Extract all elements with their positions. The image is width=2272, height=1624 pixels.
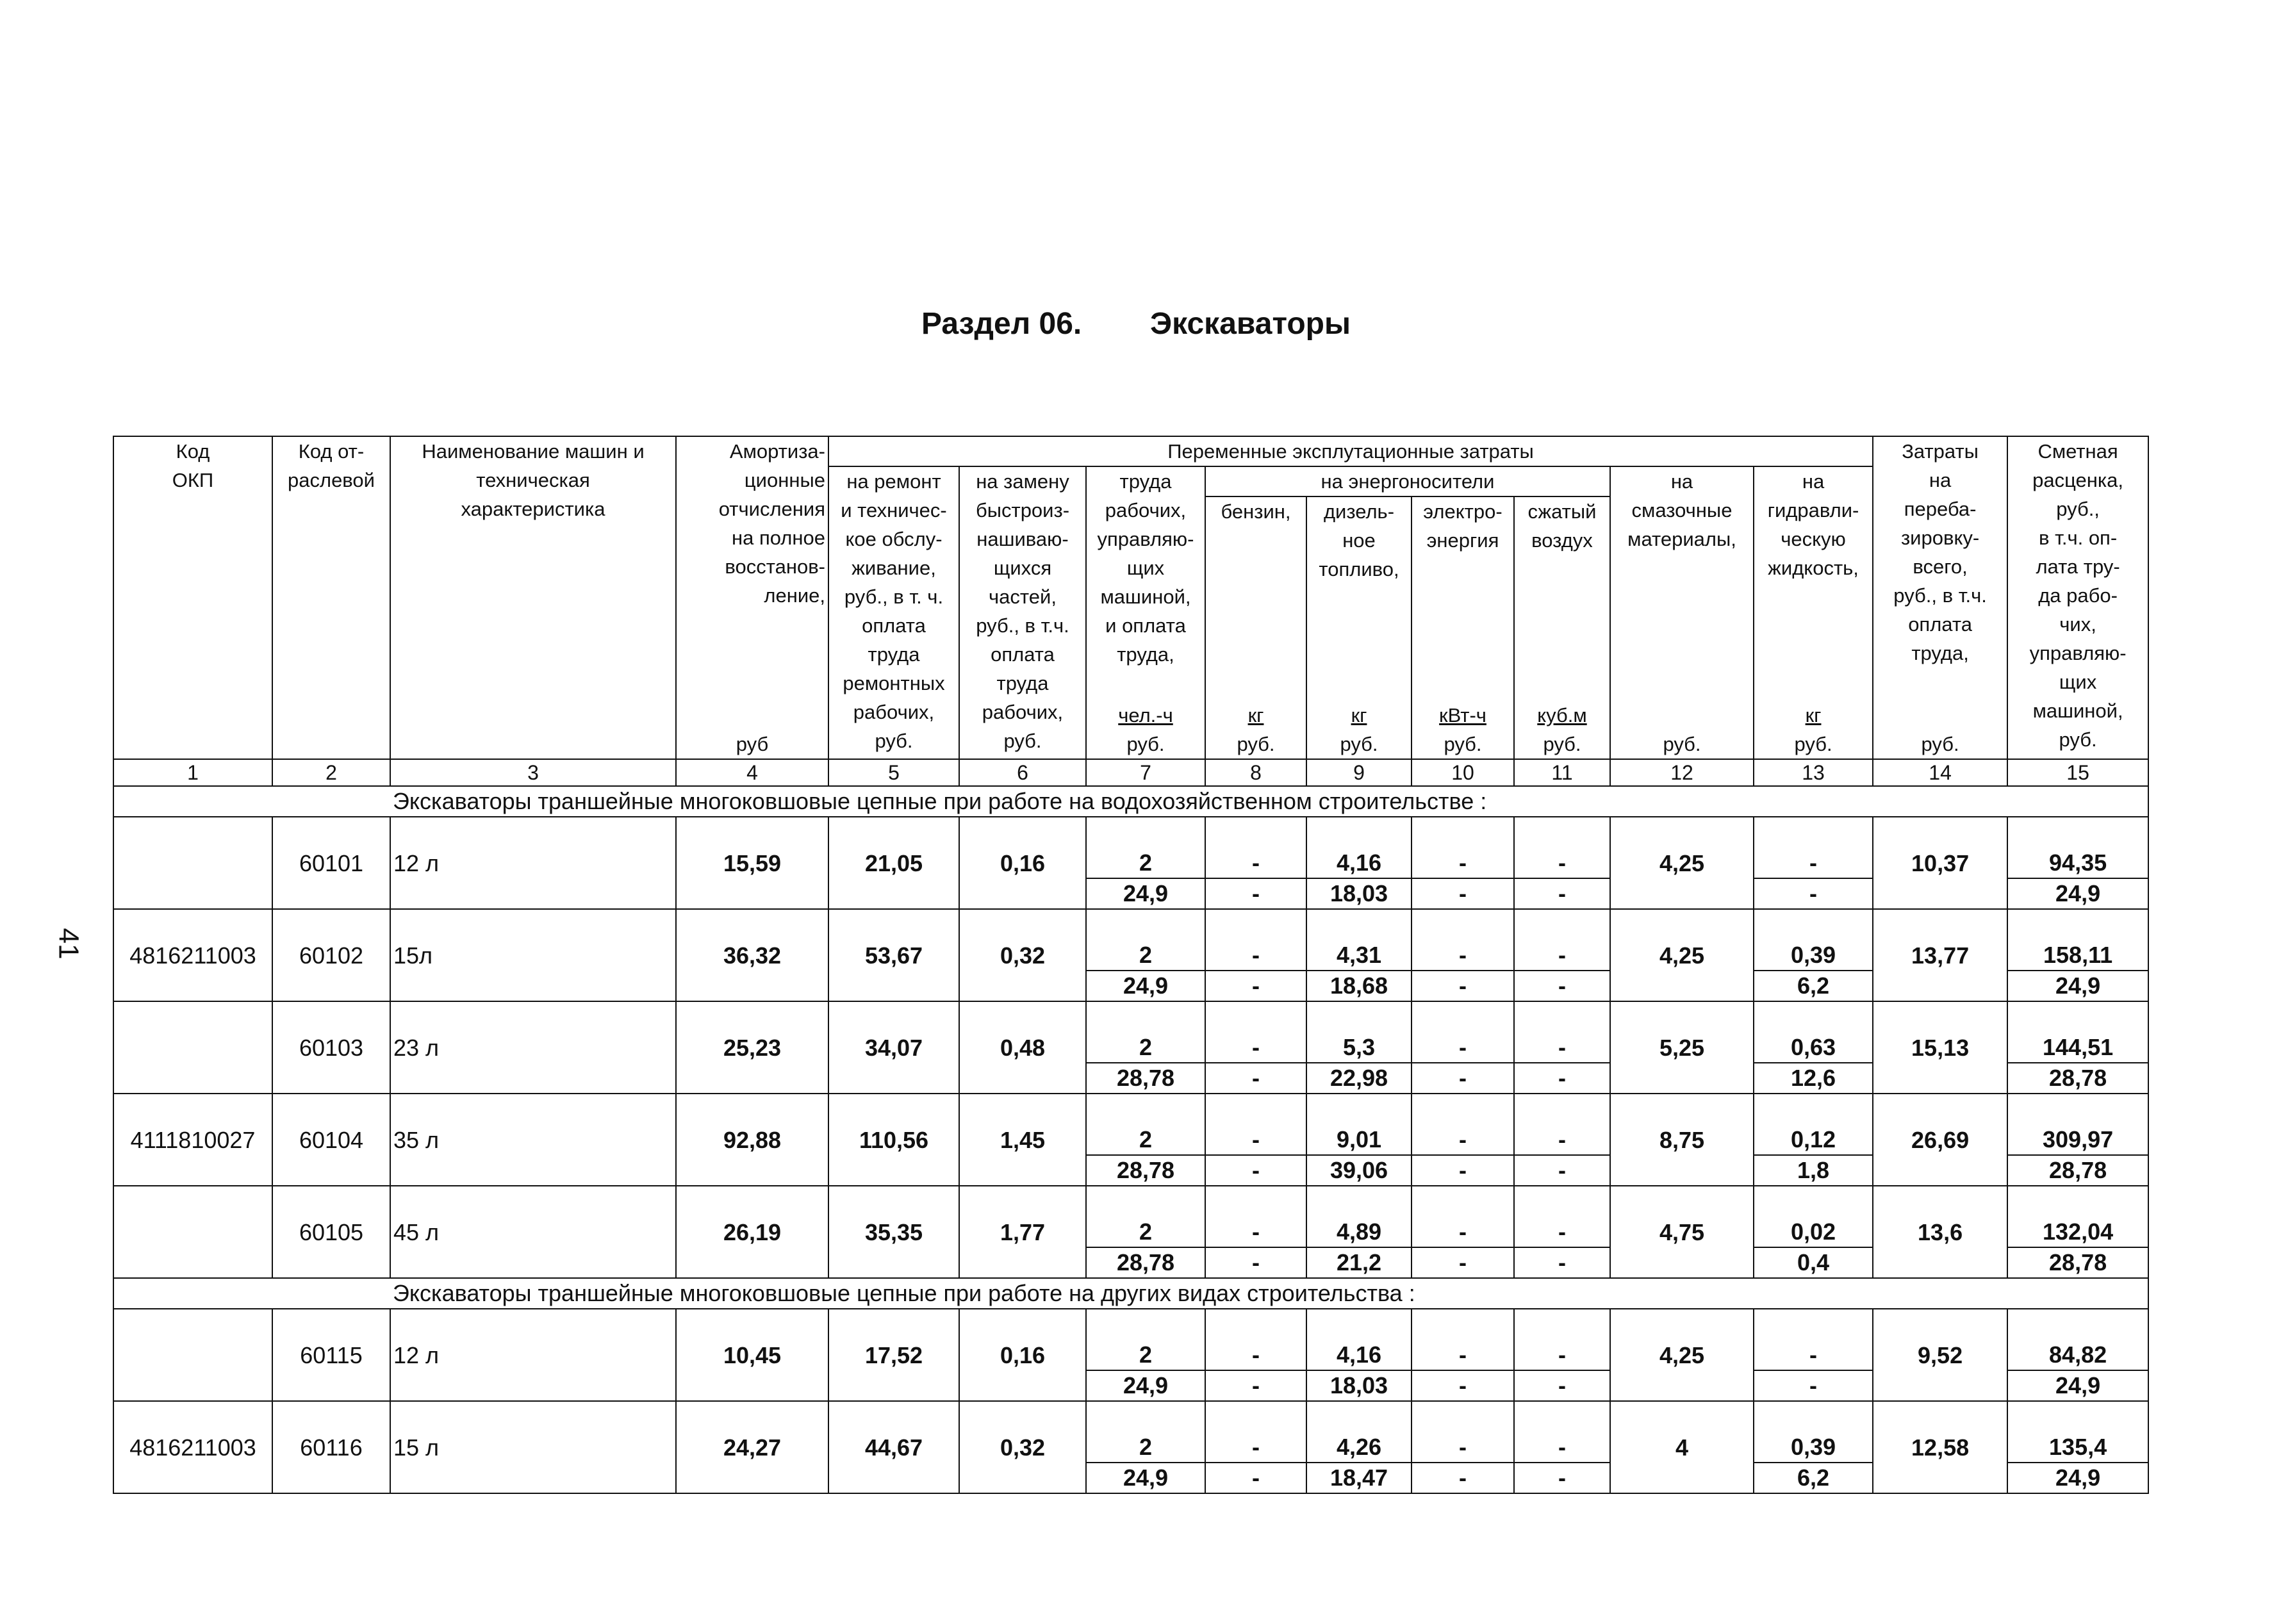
branch-code: 60105 [272, 1186, 390, 1278]
petrol-bottom-value: - [1205, 1155, 1306, 1186]
petrol-top-value: - [1205, 1217, 1306, 1247]
lube-value: 4,25 [1610, 1309, 1754, 1401]
branch-code: 60103 [272, 1001, 390, 1094]
petrol-bottom-value: - [1205, 1370, 1306, 1401]
labor-spacer [1086, 1309, 1205, 1340]
header-parts-label: на замену быстроиз- нашиваю- щихся частей, руб., в т.ч. оплата труда рабочих, [975, 470, 1070, 723]
elec-spacer [1412, 909, 1514, 940]
rate-bottom-value: 28,78 [2007, 1063, 2148, 1094]
petrol-top-value: - [1205, 848, 1306, 878]
air-top-value: - [1514, 1033, 1610, 1063]
table-row [113, 1001, 2148, 1033]
machine-name: 15 л [390, 1401, 676, 1493]
repair-value: 35,35 [828, 1186, 959, 1278]
petrol-spacer [1205, 1001, 1306, 1033]
air-spacer [1514, 817, 1610, 848]
labor-top-value: 2 [1086, 1125, 1205, 1155]
diesel-spacer [1306, 817, 1412, 848]
air-bottom-value: - [1514, 971, 1610, 1001]
col-num-7: 7 [1086, 759, 1205, 786]
parts-value: 0,32 [959, 1401, 1086, 1493]
petrol-spacer [1205, 1309, 1306, 1340]
labor-spacer [1086, 817, 1205, 848]
header-diesel-label: дизель- ное топливо, [1319, 500, 1399, 580]
hydraulic-top-value: 0,12 [1754, 1125, 1873, 1155]
hydraulic-bottom-value: 1,8 [1754, 1155, 1873, 1186]
air-spacer [1514, 1186, 1610, 1217]
labor-top-value: 2 [1086, 1340, 1205, 1370]
labor-spacer [1086, 1001, 1205, 1033]
col-num-4: 4 [676, 759, 828, 786]
rate-bottom-value: 24,9 [2007, 878, 2148, 909]
elec-spacer [1412, 1186, 1514, 1217]
table-row [113, 1309, 2148, 1340]
table-row [113, 1094, 2148, 1125]
petrol-bottom-value: - [1205, 971, 1306, 1001]
header-rate-unit: руб. [2059, 728, 2097, 751]
hydraulic-top-value: - [1754, 848, 1873, 878]
labor-spacer [1086, 1186, 1205, 1217]
air-bottom-value: - [1514, 1247, 1610, 1278]
header-lube-label: на смазочные материалы, [1627, 470, 1736, 550]
okp-code: 4816211003 [113, 909, 272, 1001]
section-header-row [113, 1278, 2148, 1309]
hydraulic-top-value: - [1754, 1340, 1873, 1370]
air-spacer [1514, 1001, 1610, 1033]
elec-spacer [1412, 1094, 1514, 1125]
air-spacer [1514, 1401, 1610, 1432]
header-electric-unit: руб. [1444, 733, 1482, 755]
okp-code: 4111810027 [113, 1094, 272, 1186]
elec-spacer [1412, 817, 1514, 848]
diesel-top-value: 4,31 [1306, 940, 1412, 971]
diesel-top-value: 5,3 [1306, 1033, 1412, 1063]
labor-top-value: 2 [1086, 1432, 1205, 1463]
elec-top-value: - [1412, 1432, 1514, 1463]
section-title: Экскаваторы траншейные многоковшовые цепные при работе на водохозяйственном строительстве : [113, 786, 2148, 817]
header-labor-unit: руб. [1126, 733, 1165, 755]
diesel-spacer [1306, 1094, 1412, 1125]
column-numbers-row [113, 759, 2148, 786]
repair-value: 110,56 [828, 1094, 959, 1186]
elec-spacer [1412, 1309, 1514, 1340]
header-name: Наименование машин и техническая характеристика [390, 436, 676, 759]
rate-top-value: 144,51 [2007, 1033, 2148, 1063]
diesel-bottom-value: 39,06 [1306, 1155, 1412, 1186]
lube-value: 8,75 [1610, 1094, 1754, 1186]
header-air-label: сжатый воздух [1527, 500, 1597, 552]
air-bottom-value: - [1514, 1463, 1610, 1493]
elec-top-value: - [1412, 1125, 1514, 1155]
diesel-top-value: 9,01 [1306, 1125, 1412, 1155]
petrol-spacer [1205, 1186, 1306, 1217]
petrol-top-value: - [1205, 940, 1306, 971]
repair-value: 34,07 [828, 1001, 959, 1094]
petrol-top-value: - [1205, 1033, 1306, 1063]
okp-code [113, 1186, 272, 1278]
header-electric-label: электро- энергия [1423, 500, 1502, 552]
elec-top-value: - [1412, 848, 1514, 878]
parts-value: 1,77 [959, 1186, 1086, 1278]
air-top-value: - [1514, 1340, 1610, 1370]
labor-top-value: 2 [1086, 1033, 1205, 1063]
elec-bottom-value: - [1412, 1370, 1514, 1401]
diesel-bottom-value: 18,47 [1306, 1463, 1412, 1493]
header-transport-label: Затраты на переба- зировку- всего, руб., в т.ч. оплата труда, [1893, 440, 1987, 664]
rate-spacer [2007, 1094, 2148, 1125]
col-num-10: 10 [1412, 759, 1514, 786]
header-rate [2007, 436, 2148, 759]
air-bottom-value: - [1514, 1370, 1610, 1401]
rate-spacer [2007, 1401, 2148, 1432]
transport-value: 13,77 [1873, 909, 2007, 1001]
col-num-8: 8 [1205, 759, 1306, 786]
rate-spacer [2007, 1309, 2148, 1340]
amortization-value: 36,32 [676, 909, 828, 1001]
header-electric [1412, 496, 1514, 759]
labor-bottom-value: 28,78 [1086, 1247, 1205, 1278]
machine-name: 12 л [390, 817, 676, 909]
rate-bottom-value: 24,9 [2007, 1463, 2148, 1493]
hydraulic-bottom-value: 12,6 [1754, 1063, 1873, 1094]
amortization-value: 25,23 [676, 1001, 828, 1094]
labor-spacer [1086, 1401, 1205, 1432]
col-num-5: 5 [828, 759, 959, 786]
diesel-bottom-value: 18,68 [1306, 971, 1412, 1001]
branch-code: 60115 [272, 1309, 390, 1401]
header-labor-unit-top: чел.-ч [1118, 704, 1173, 726]
machine-name: 15л [390, 909, 676, 1001]
header-air-unit: руб. [1543, 733, 1581, 755]
elec-top-value: - [1412, 940, 1514, 971]
header-amortization-unit: руб [736, 733, 769, 755]
air-spacer [1514, 909, 1610, 940]
air-top-value: - [1514, 940, 1610, 971]
header-petrol [1205, 496, 1306, 759]
amortization-value: 10,45 [676, 1309, 828, 1401]
diesel-spacer [1306, 1309, 1412, 1340]
header-diesel [1306, 496, 1412, 759]
hydraulic-spacer [1754, 909, 1873, 940]
header-labor [1086, 466, 1205, 759]
petrol-top-value: - [1205, 1125, 1306, 1155]
hydraulic-spacer [1754, 1094, 1873, 1125]
cost-table [113, 436, 2149, 1494]
labor-top-value: 2 [1086, 848, 1205, 878]
hydraulic-top-value: 0,39 [1754, 940, 1873, 971]
amortization-value: 26,19 [676, 1186, 828, 1278]
header-hydraulic-unit: руб. [1794, 733, 1832, 755]
header-hydraulic [1754, 466, 1873, 759]
machine-name: 12 л [390, 1309, 676, 1401]
rate-bottom-value: 24,9 [2007, 971, 2148, 1001]
amortization-value: 24,27 [676, 1401, 828, 1493]
elec-spacer [1412, 1001, 1514, 1033]
header-parts-unit: руб. [1003, 730, 1042, 752]
elec-top-value: - [1412, 1217, 1514, 1247]
header-electric-unit-top: кВт-ч [1439, 704, 1486, 726]
diesel-bottom-value: 18,03 [1306, 878, 1412, 909]
header-petrol-unit: руб. [1237, 733, 1275, 755]
machine-name: 45 л [390, 1186, 676, 1278]
amortization-value: 15,59 [676, 817, 828, 909]
diesel-spacer [1306, 1186, 1412, 1217]
okp-code [113, 817, 272, 909]
col-num-3: 3 [390, 759, 676, 786]
petrol-spacer [1205, 817, 1306, 848]
transport-value: 15,13 [1873, 1001, 2007, 1094]
hydraulic-top-value: 0,63 [1754, 1033, 1873, 1063]
labor-bottom-value: 24,9 [1086, 878, 1205, 909]
rate-top-value: 158,11 [2007, 940, 2148, 971]
diesel-bottom-value: 18,03 [1306, 1370, 1412, 1401]
elec-bottom-value: - [1412, 971, 1514, 1001]
lube-value: 4,25 [1610, 909, 1754, 1001]
header-amortization [676, 436, 828, 759]
rate-bottom-value: 28,78 [2007, 1155, 2148, 1186]
air-bottom-value: - [1514, 878, 1610, 909]
air-top-value: - [1514, 1125, 1610, 1155]
amortization-value: 92,88 [676, 1094, 828, 1186]
machine-name: 23 л [390, 1001, 676, 1094]
transport-value: 13,6 [1873, 1186, 2007, 1278]
diesel-spacer [1306, 1001, 1412, 1033]
header-labor-label: труда рабочих, управляю- щих машиной, и оплата труда, [1097, 470, 1194, 666]
elec-top-value: - [1412, 1033, 1514, 1063]
header-hydraulic-label: на гидравли- ческую жидкость, [1767, 470, 1859, 579]
rate-spacer [2007, 909, 2148, 940]
elec-bottom-value: - [1412, 1063, 1514, 1094]
header-air [1514, 496, 1610, 759]
col-num-2: 2 [272, 759, 390, 786]
rate-spacer [2007, 1186, 2148, 1217]
diesel-bottom-value: 22,98 [1306, 1063, 1412, 1094]
air-top-value: - [1514, 1432, 1610, 1463]
header-air-unit-top: куб.м [1537, 704, 1587, 726]
labor-spacer [1086, 1094, 1205, 1125]
labor-top-value: 2 [1086, 940, 1205, 971]
parts-value: 0,32 [959, 909, 1086, 1001]
parts-value: 0,16 [959, 1309, 1086, 1401]
transport-value: 10,37 [1873, 817, 2007, 909]
elec-bottom-value: - [1412, 1155, 1514, 1186]
col-num-11: 11 [1514, 759, 1610, 786]
col-num-15: 15 [2007, 759, 2148, 786]
air-top-value: - [1514, 848, 1610, 878]
lube-value: 4 [1610, 1401, 1754, 1493]
col-num-1: 1 [113, 759, 272, 786]
repair-value: 17,52 [828, 1309, 959, 1401]
air-bottom-value: - [1514, 1155, 1610, 1186]
header-energy: на энергоносители [1205, 466, 1610, 496]
page-number: 41 [53, 928, 85, 960]
lube-value: 4,25 [1610, 817, 1754, 909]
air-spacer [1514, 1309, 1610, 1340]
rate-spacer [2007, 1001, 2148, 1033]
elec-spacer [1412, 1401, 1514, 1432]
header-petrol-label: бензин, [1221, 500, 1291, 523]
transport-value: 12,58 [1873, 1401, 2007, 1493]
header-hydraulic-unit-top: кг [1805, 704, 1822, 726]
petrol-spacer [1205, 1401, 1306, 1432]
hydraulic-bottom-value: 6,2 [1754, 971, 1873, 1001]
hydraulic-bottom-value: 0,4 [1754, 1247, 1873, 1278]
labor-bottom-value: 24,9 [1086, 1463, 1205, 1493]
rate-top-value: 309,97 [2007, 1125, 2148, 1155]
elec-top-value: - [1412, 1340, 1514, 1370]
branch-code: 60101 [272, 817, 390, 909]
table-row [113, 909, 2148, 940]
col-num-13: 13 [1754, 759, 1873, 786]
table-row [113, 1401, 2148, 1432]
hydraulic-bottom-value: - [1754, 878, 1873, 909]
rate-top-value: 94,35 [2007, 848, 2148, 878]
rate-bottom-value: 24,9 [2007, 1370, 2148, 1401]
petrol-bottom-value: - [1205, 1247, 1306, 1278]
hydraulic-spacer [1754, 1001, 1873, 1033]
header-parts [959, 466, 1086, 759]
diesel-top-value: 4,16 [1306, 848, 1412, 878]
section-title: Экскаваторы траншейные многоковшовые цепные при работе на других видах строительства : [113, 1278, 2148, 1309]
diesel-top-value: 4,26 [1306, 1432, 1412, 1463]
table-body [113, 786, 2148, 1493]
diesel-spacer [1306, 909, 1412, 940]
hydraulic-spacer [1754, 1186, 1873, 1217]
table-row [113, 817, 2148, 848]
col-num-14: 14 [1873, 759, 2007, 786]
rate-top-value: 132,04 [2007, 1217, 2148, 1247]
rate-spacer [2007, 817, 2148, 848]
branch-code: 60116 [272, 1401, 390, 1493]
parts-value: 0,48 [959, 1001, 1086, 1094]
hydraulic-spacer [1754, 817, 1873, 848]
hydraulic-spacer [1754, 1401, 1873, 1432]
rate-bottom-value: 28,78 [2007, 1247, 2148, 1278]
diesel-top-value: 4,89 [1306, 1217, 1412, 1247]
diesel-top-value: 4,16 [1306, 1340, 1412, 1370]
labor-top-value: 2 [1086, 1217, 1205, 1247]
parts-value: 1,45 [959, 1094, 1086, 1186]
header-diesel-unit: руб. [1340, 733, 1378, 755]
header-rate-label: Сметная расценка, руб., в т.ч. оп- лата тру- да рабо- чих, управляю- щих машиной, [2029, 440, 2127, 722]
diesel-spacer [1306, 1401, 1412, 1432]
repair-value: 44,67 [828, 1401, 959, 1493]
table-row [113, 1186, 2148, 1217]
okp-code: 4816211003 [113, 1401, 272, 1493]
elec-bottom-value: - [1412, 878, 1514, 909]
labor-bottom-value: 28,78 [1086, 1155, 1205, 1186]
header-transport [1873, 436, 2007, 759]
header-repair [828, 466, 959, 759]
air-bottom-value: - [1514, 1063, 1610, 1094]
elec-bottom-value: - [1412, 1463, 1514, 1493]
machine-name: 35 л [390, 1094, 676, 1186]
header-variable-costs: Переменные эксплутационные затраты [828, 436, 1873, 466]
branch-code: 60102 [272, 909, 390, 1001]
hydraulic-bottom-value: - [1754, 1370, 1873, 1401]
header-repair-unit: руб. [875, 730, 913, 752]
header-transport-unit: руб. [1921, 733, 1959, 755]
col-num-12: 12 [1610, 759, 1754, 786]
header-lube-unit: руб. [1663, 733, 1701, 755]
page-title: Раздел 06. Экскаваторы [921, 307, 1351, 341]
header-okp: Код ОКП [113, 436, 272, 759]
header-branch-code: Код от- раслевой [272, 436, 390, 759]
okp-code [113, 1309, 272, 1401]
header-diesel-unit-top: кг [1351, 704, 1367, 726]
repair-value: 53,67 [828, 909, 959, 1001]
labor-bottom-value: 28,78 [1086, 1063, 1205, 1094]
transport-value: 9,52 [1873, 1309, 2007, 1401]
labor-bottom-value: 24,9 [1086, 971, 1205, 1001]
parts-value: 0,16 [959, 817, 1086, 909]
elec-bottom-value: - [1412, 1247, 1514, 1278]
petrol-spacer [1205, 909, 1306, 940]
hydraulic-spacer [1754, 1309, 1873, 1340]
lube-value: 5,25 [1610, 1001, 1754, 1094]
petrol-spacer [1205, 1094, 1306, 1125]
labor-bottom-value: 24,9 [1086, 1370, 1205, 1401]
hydraulic-top-value: 0,39 [1754, 1432, 1873, 1463]
diesel-bottom-value: 21,2 [1306, 1247, 1412, 1278]
rate-top-value: 84,82 [2007, 1340, 2148, 1370]
petrol-top-value: - [1205, 1432, 1306, 1463]
hydraulic-bottom-value: 6,2 [1754, 1463, 1873, 1493]
lube-value: 4,75 [1610, 1186, 1754, 1278]
col-num-6: 6 [959, 759, 1086, 786]
rate-top-value: 135,4 [2007, 1432, 2148, 1463]
header-lube [1610, 466, 1754, 759]
header-amortization-label: Амортиза- ционные отчисления на полное восстанов- ление, [718, 440, 825, 607]
petrol-bottom-value: - [1205, 878, 1306, 909]
section-header-row [113, 786, 2148, 817]
header-petrol-unit-top: кг [1247, 704, 1264, 726]
col-num-9: 9 [1306, 759, 1412, 786]
labor-spacer [1086, 909, 1205, 940]
air-spacer [1514, 1094, 1610, 1125]
repair-value: 21,05 [828, 817, 959, 909]
petrol-top-value: - [1205, 1340, 1306, 1370]
petrol-bottom-value: - [1205, 1063, 1306, 1094]
air-top-value: - [1514, 1217, 1610, 1247]
transport-value: 26,69 [1873, 1094, 2007, 1186]
header-repair-label: на ремонт и техничес- кое обслу- живание, руб., в т. ч. оплата труда ремонтных рабочих, [841, 470, 947, 723]
petrol-bottom-value: - [1205, 1463, 1306, 1493]
branch-code: 60104 [272, 1094, 390, 1186]
okp-code [113, 1001, 272, 1094]
hydraulic-top-value: 0,02 [1754, 1217, 1873, 1247]
